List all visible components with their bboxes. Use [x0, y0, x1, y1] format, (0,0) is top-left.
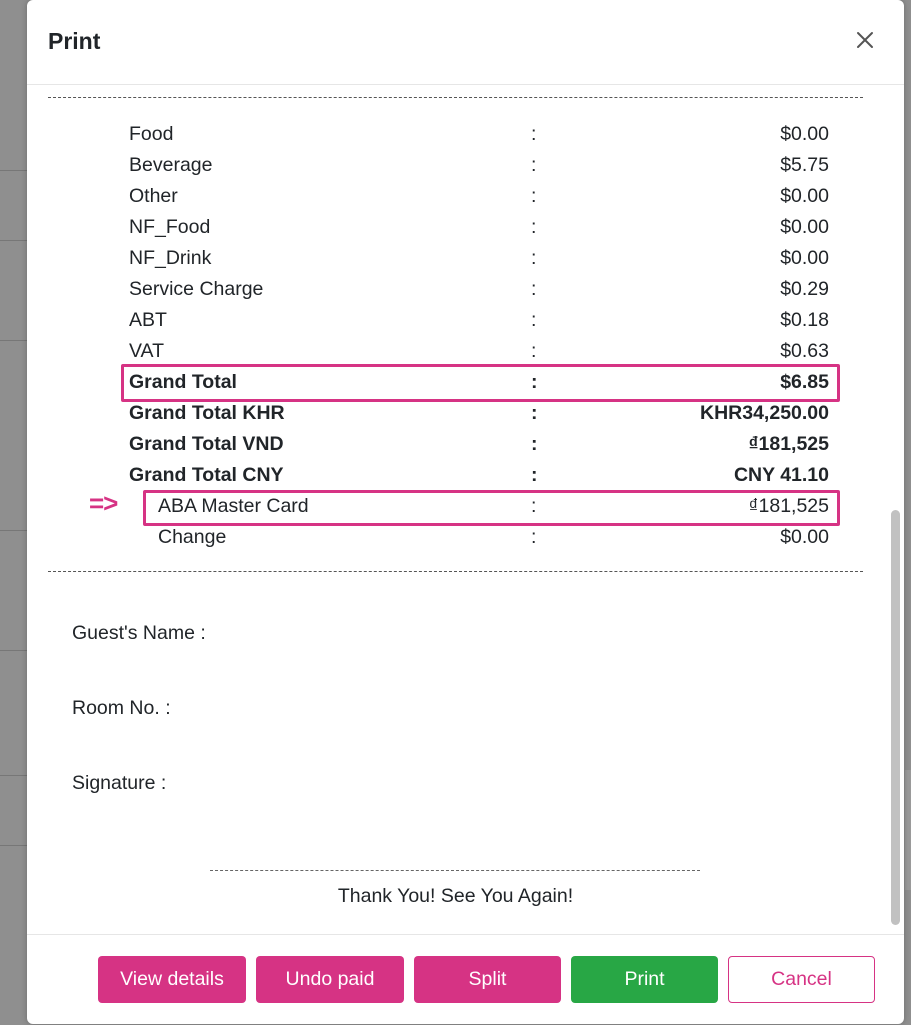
- modal-header: [27, 0, 904, 85]
- row-separator: :: [531, 464, 538, 486]
- row-separator: :: [531, 340, 537, 362]
- summary-row-beverage: [129, 150, 829, 180]
- receipt-body: [27, 85, 904, 933]
- close-icon: [855, 30, 875, 50]
- row-separator: :: [531, 309, 537, 331]
- backdrop-divider: [0, 650, 30, 651]
- thank-you-message: Thank You! See You Again!: [337, 885, 574, 907]
- row-label: Grand Total VND: [129, 433, 284, 455]
- row-separator: :: [531, 185, 537, 207]
- summary-row-vat: [129, 336, 829, 366]
- row-separator: :: [531, 123, 537, 145]
- signature-line: [210, 870, 700, 871]
- summary-row-abt: [129, 305, 829, 335]
- summary-row-grand-total-vnd: [129, 429, 829, 459]
- row-value: $0.00: [780, 216, 829, 238]
- summary-row-service-charge: [129, 274, 829, 304]
- row-separator: :: [531, 433, 538, 455]
- payment-row-change: [129, 522, 829, 552]
- payment-highlight: [143, 490, 840, 526]
- scrollbar-thumb[interactable]: [891, 510, 900, 925]
- summary-row-grand-total-cny: [129, 460, 829, 490]
- guest-name-label: Guest's Name :: [72, 622, 206, 644]
- summary-row-nf-food: [129, 212, 829, 242]
- summary-row-grand-total-khr: [129, 398, 829, 428]
- row-value: $0.63: [780, 340, 829, 362]
- row-value: $6.85: [780, 371, 829, 393]
- row-label: ABA Master Card: [158, 495, 309, 517]
- split-button[interactable]: Split: [414, 956, 561, 1003]
- row-label: ABT: [129, 309, 167, 331]
- summary-row-nf-drink: [129, 243, 829, 273]
- room-no-label: Room No. :: [72, 697, 171, 719]
- row-separator: :: [531, 371, 538, 393]
- backdrop-divider: [0, 240, 30, 241]
- row-value: $5.75: [780, 154, 829, 176]
- row-label: Grand Total: [129, 371, 237, 393]
- row-separator: :: [531, 154, 537, 176]
- undo-paid-button[interactable]: Undo paid: [256, 956, 404, 1003]
- row-value: ₫181,525: [748, 495, 829, 517]
- print-button[interactable]: Print: [571, 956, 718, 1003]
- backdrop-divider: [0, 340, 30, 341]
- pointer-arrow: =>: [89, 488, 118, 518]
- row-value: $0.18: [780, 309, 829, 331]
- row-label: Food: [129, 123, 174, 145]
- row-label: Other: [129, 185, 178, 207]
- row-value: CNY 41.10: [733, 464, 829, 486]
- modal-title: Print: [48, 28, 101, 54]
- backdrop-divider: [0, 775, 30, 776]
- row-label: Service Charge: [129, 278, 264, 300]
- signature-label: Signature :: [72, 772, 167, 794]
- modal-footer: [27, 934, 904, 1025]
- row-value: $0.00: [780, 185, 829, 207]
- receipt-divider: [48, 571, 863, 572]
- row-label: NF_Food: [129, 216, 211, 238]
- row-value: $0.00: [780, 247, 829, 269]
- row-separator: :: [531, 495, 537, 517]
- row-separator: :: [531, 278, 537, 300]
- backdrop-divider: [0, 170, 30, 171]
- row-label: NF_Drink: [129, 247, 212, 269]
- summary-row-other: [129, 181, 829, 211]
- row-value: $0.00: [780, 123, 829, 145]
- view-details-button[interactable]: View details: [98, 956, 246, 1003]
- row-value: KHR34,250.00: [700, 402, 829, 424]
- row-label: Grand Total KHR: [129, 402, 285, 424]
- row-value: $0.00: [780, 526, 829, 548]
- row-separator: :: [531, 247, 537, 269]
- row-label: Grand Total CNY: [129, 464, 284, 486]
- row-value: $0.29: [780, 278, 829, 300]
- row-label: VAT: [129, 340, 165, 362]
- receipt-divider: [48, 97, 863, 98]
- backdrop-divider: [0, 845, 30, 846]
- cancel-button[interactable]: Cancel: [728, 956, 875, 1003]
- backdrop-divider: [0, 530, 30, 531]
- row-value: ₫181,525: [748, 433, 829, 455]
- summary-row-food: [129, 119, 829, 149]
- backdrop-edge: [905, 770, 911, 890]
- row-label: Beverage: [129, 154, 213, 176]
- print-modal: [27, 0, 904, 1024]
- row-label: Change: [158, 526, 227, 548]
- row-separator: :: [531, 216, 537, 238]
- grand-total-highlight: [121, 364, 840, 402]
- row-separator: :: [531, 526, 537, 548]
- close-button[interactable]: [850, 26, 880, 56]
- row-separator: :: [531, 402, 538, 424]
